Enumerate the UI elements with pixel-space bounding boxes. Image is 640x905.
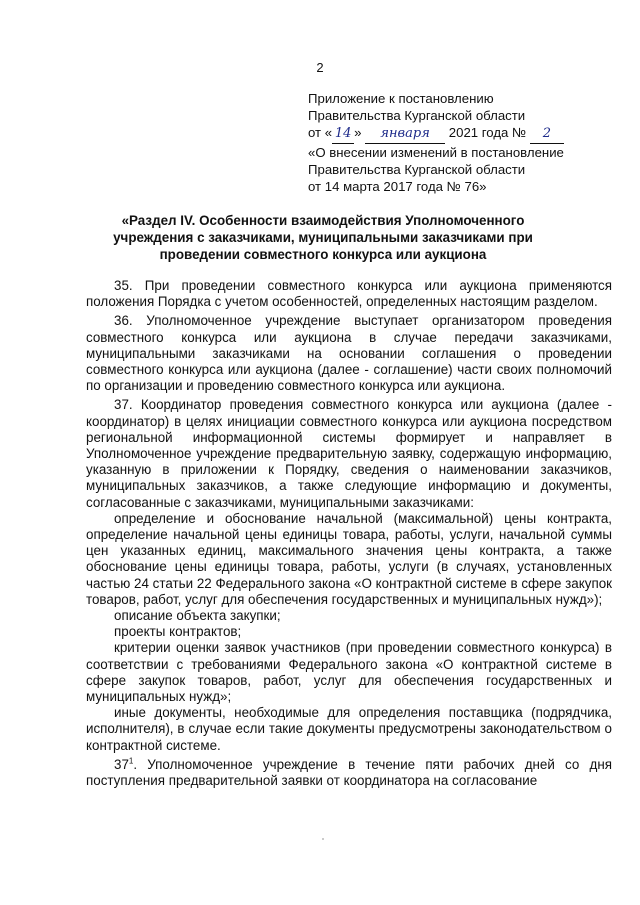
paragraph-36: 36. Уполномоченное учреждение выступает организатором проведения совместного конкурса или аукциона в случае передачи заказчиками, муниципальными заказчиками на основании соглашения о проведении совместного конкурса или аукциона (далее - соглашение) части своих полномочий по организации и проведению совместного конкурса или аукциона.	[86, 313, 612, 394]
header-line-1: Приложение к постановлению	[308, 91, 494, 106]
date-quote: »	[354, 125, 362, 141]
scan-speck	[322, 838, 324, 840]
date-month-handwritten: января	[365, 125, 445, 143]
list-item-evaluation-criteria: критерии оценки заявок участников (при проведении совместного конкурса) в соответствии с требованиями Федерального закона «О контрактной системе в сфере закупок товаров, работ, услуг для обеспечения государственных и муниципальных нужд»;	[86, 640, 612, 705]
section-title: «Раздел IV. Особенности взаимодействия Уполномоченного учреждения с заказчиками, муниципальными заказчиками при проведении совместного конкурса или аукциона	[113, 213, 533, 263]
date-day-handwritten: 14	[332, 125, 354, 143]
page-number: 2	[316, 60, 324, 75]
date-from: от «	[308, 125, 333, 141]
document-body	[86, 278, 612, 789]
decree-header	[308, 90, 618, 195]
list-item-other-documents: иные документы, необходимые для определения поставщика (подрядчика, исполнителя), в случае если такие документы предусмотрены законодательством о контрактной системе.	[86, 705, 612, 753]
header-date-line	[308, 124, 618, 143]
header-line-6: от 14 марта 2017 года № 76»	[308, 179, 487, 195]
paragraph-37-1-superscript: 1	[128, 756, 134, 766]
header-line-4: «О внесении изменений в постановление	[308, 144, 564, 160]
decree-number-handwritten: 2	[530, 125, 564, 143]
list-item-procurement-object: описание объекта закупки;	[114, 608, 281, 624]
header-line-2: Правительства Курганской области	[308, 108, 526, 124]
paragraph-37: 37. Координатор проведения совместного конкурса или аукциона (далее - координатор) в целях инициации совместного конкурса или аукциона посредством региональной информационной системы формирует и направляет в Уполномоченное учреждение предварительную заявку, содержащую информацию, указанную в приложении к Порядку, сведения о наименовании заказчиков, муниципальных заказчиков, а также следующие информацию и документы, согласованные с заказчиками, муниципальными заказчиками:	[86, 397, 612, 510]
date-year: 2021 года №	[448, 125, 527, 141]
paragraph-37-1-text: . Уполномоченное учреждение в течение пяти рабочих дней со дня поступления предварительной заявки от координатора на согласование	[86, 756, 612, 789]
list-item-draft-contracts: проекты контрактов;	[114, 624, 242, 640]
paragraph-37-1	[86, 757, 612, 789]
paragraph-35: 35. При проведении совместного конкурса или аукциона применяются положения Порядка с учетом особенностей, определенных настоящим разделом.	[86, 278, 612, 310]
list-item-price-justification: определение и обоснование начальной (максимальной) цены контракта, определение начальной цены единицы товара, работы, услуги, начальной суммы цен указанных единиц, максимального значения цены контракта, а также обоснование цены единицы товара, работы, услуги (в случаях, установленных частью 24 статьи 22 Федерального закона «О контрактной системе в сфере закупок товаров, работ, услуг для обеспечения государственных и муниципальных нужд»);	[86, 510, 612, 607]
paragraph-37-1-number: 37	[114, 756, 129, 772]
header-line-5: Правительства Курганской области	[308, 161, 526, 177]
